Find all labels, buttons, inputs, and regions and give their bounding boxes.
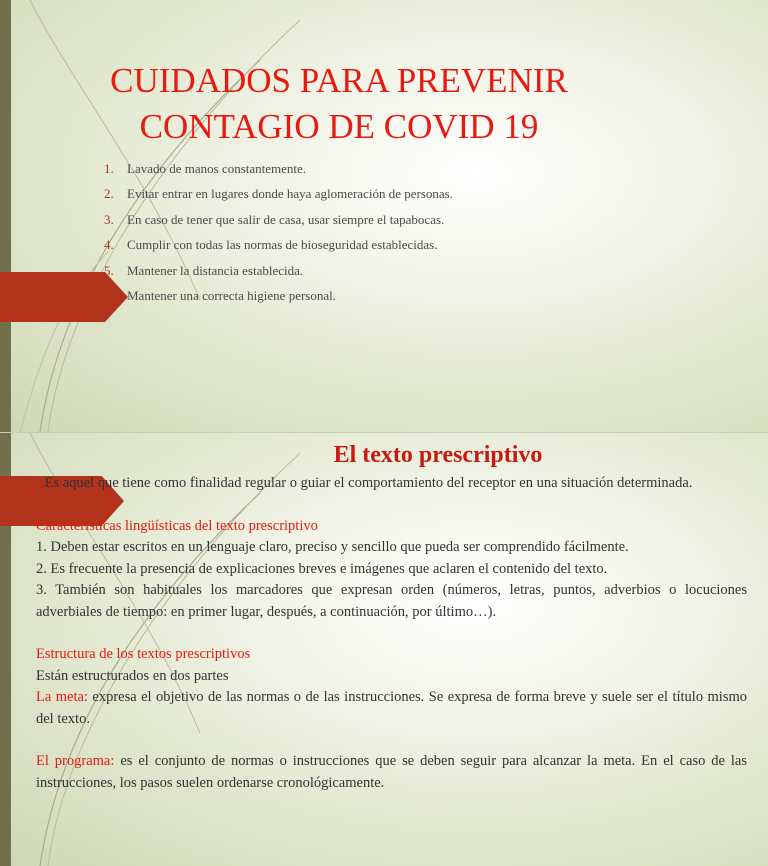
care-list-item [104,283,453,308]
program-label: El programa: [36,753,115,769]
list-number: 2. [104,186,114,202]
list-text: Mantener una correcta higiene personal. [127,288,336,304]
characteristic-item: 2. Es frecuente la presencia de explicaciones breves e imágenes que aclaren el contenido del texto. [36,560,608,577]
intro-paragraph [36,473,747,495]
list-number: 3. [104,211,114,227]
care-list-item [104,181,453,206]
characteristic-item: 3. También son habituales los marcadores que expresan orden (números, letras, puntos, adverbios o locuciones adverbiales de tiempo: en primer lugar, después, a continuación, por último…). [36,582,747,620]
structure-heading: Estructura de los textos prescriptivos [36,646,251,662]
list-text: Mantener la distancia establecida. [127,262,304,278]
care-list-item [104,156,453,181]
bullet-icon [36,477,45,489]
care-list-item [104,232,453,257]
structure-intro: Están estructurados en dos partes [36,667,229,684]
list-text: Cumplir con todas las normas de bioseguridad establecidas. [127,237,438,253]
list-text: Lavado de manos constantemente. [127,161,307,176]
program-paragraph [36,751,747,794]
characteristics-heading: Características lingüísticas del texto prescriptivo [36,517,318,534]
list-number: 6. [104,288,114,304]
intro-text: Es aquel que tiene como finalidad regular o guiar el comportamiento del receptor en una situación determinada. [36,475,684,491]
care-list [104,156,453,308]
list-number: 5. [104,262,114,278]
list-number: 1. [104,161,114,176]
list-text: En caso de tener que salir de casa, usar siempre el tapabocas. [127,211,445,227]
slide-title [40,58,638,150]
slide-body [36,473,747,794]
slide-title-line-1: CUIDADOS PARA PREVENIR [110,61,568,100]
meta-label: La meta: [36,689,88,705]
list-text: Evitar entrar en lugares donde haya aglomeración de personas. [127,186,453,202]
list-number: 4. [104,237,114,253]
care-list-item [104,258,453,283]
care-list-item [104,207,453,232]
slide-title: El texto prescriptivo [333,442,543,468]
characteristic-item: 1. Deben estar escritos en un lenguaje claro, preciso y sencillo que pueda ser comprendido fácilmente. [36,539,629,555]
slide-title-line-2: CONTAGIO DE COVID 19 [139,107,539,146]
program-text: es el conjunto de normas o instrucciones que se deben seguir para alcanzar la meta. En el caso de las instrucciones, los pasos suelen ordenarse cronológicamente. [36,753,747,791]
meta-text: expresa el objetivo de las normas o de las instrucciones. Se expresa de forma breve y suele ser el título mismo del texto. [36,689,747,727]
meta-paragraph [36,687,747,730]
